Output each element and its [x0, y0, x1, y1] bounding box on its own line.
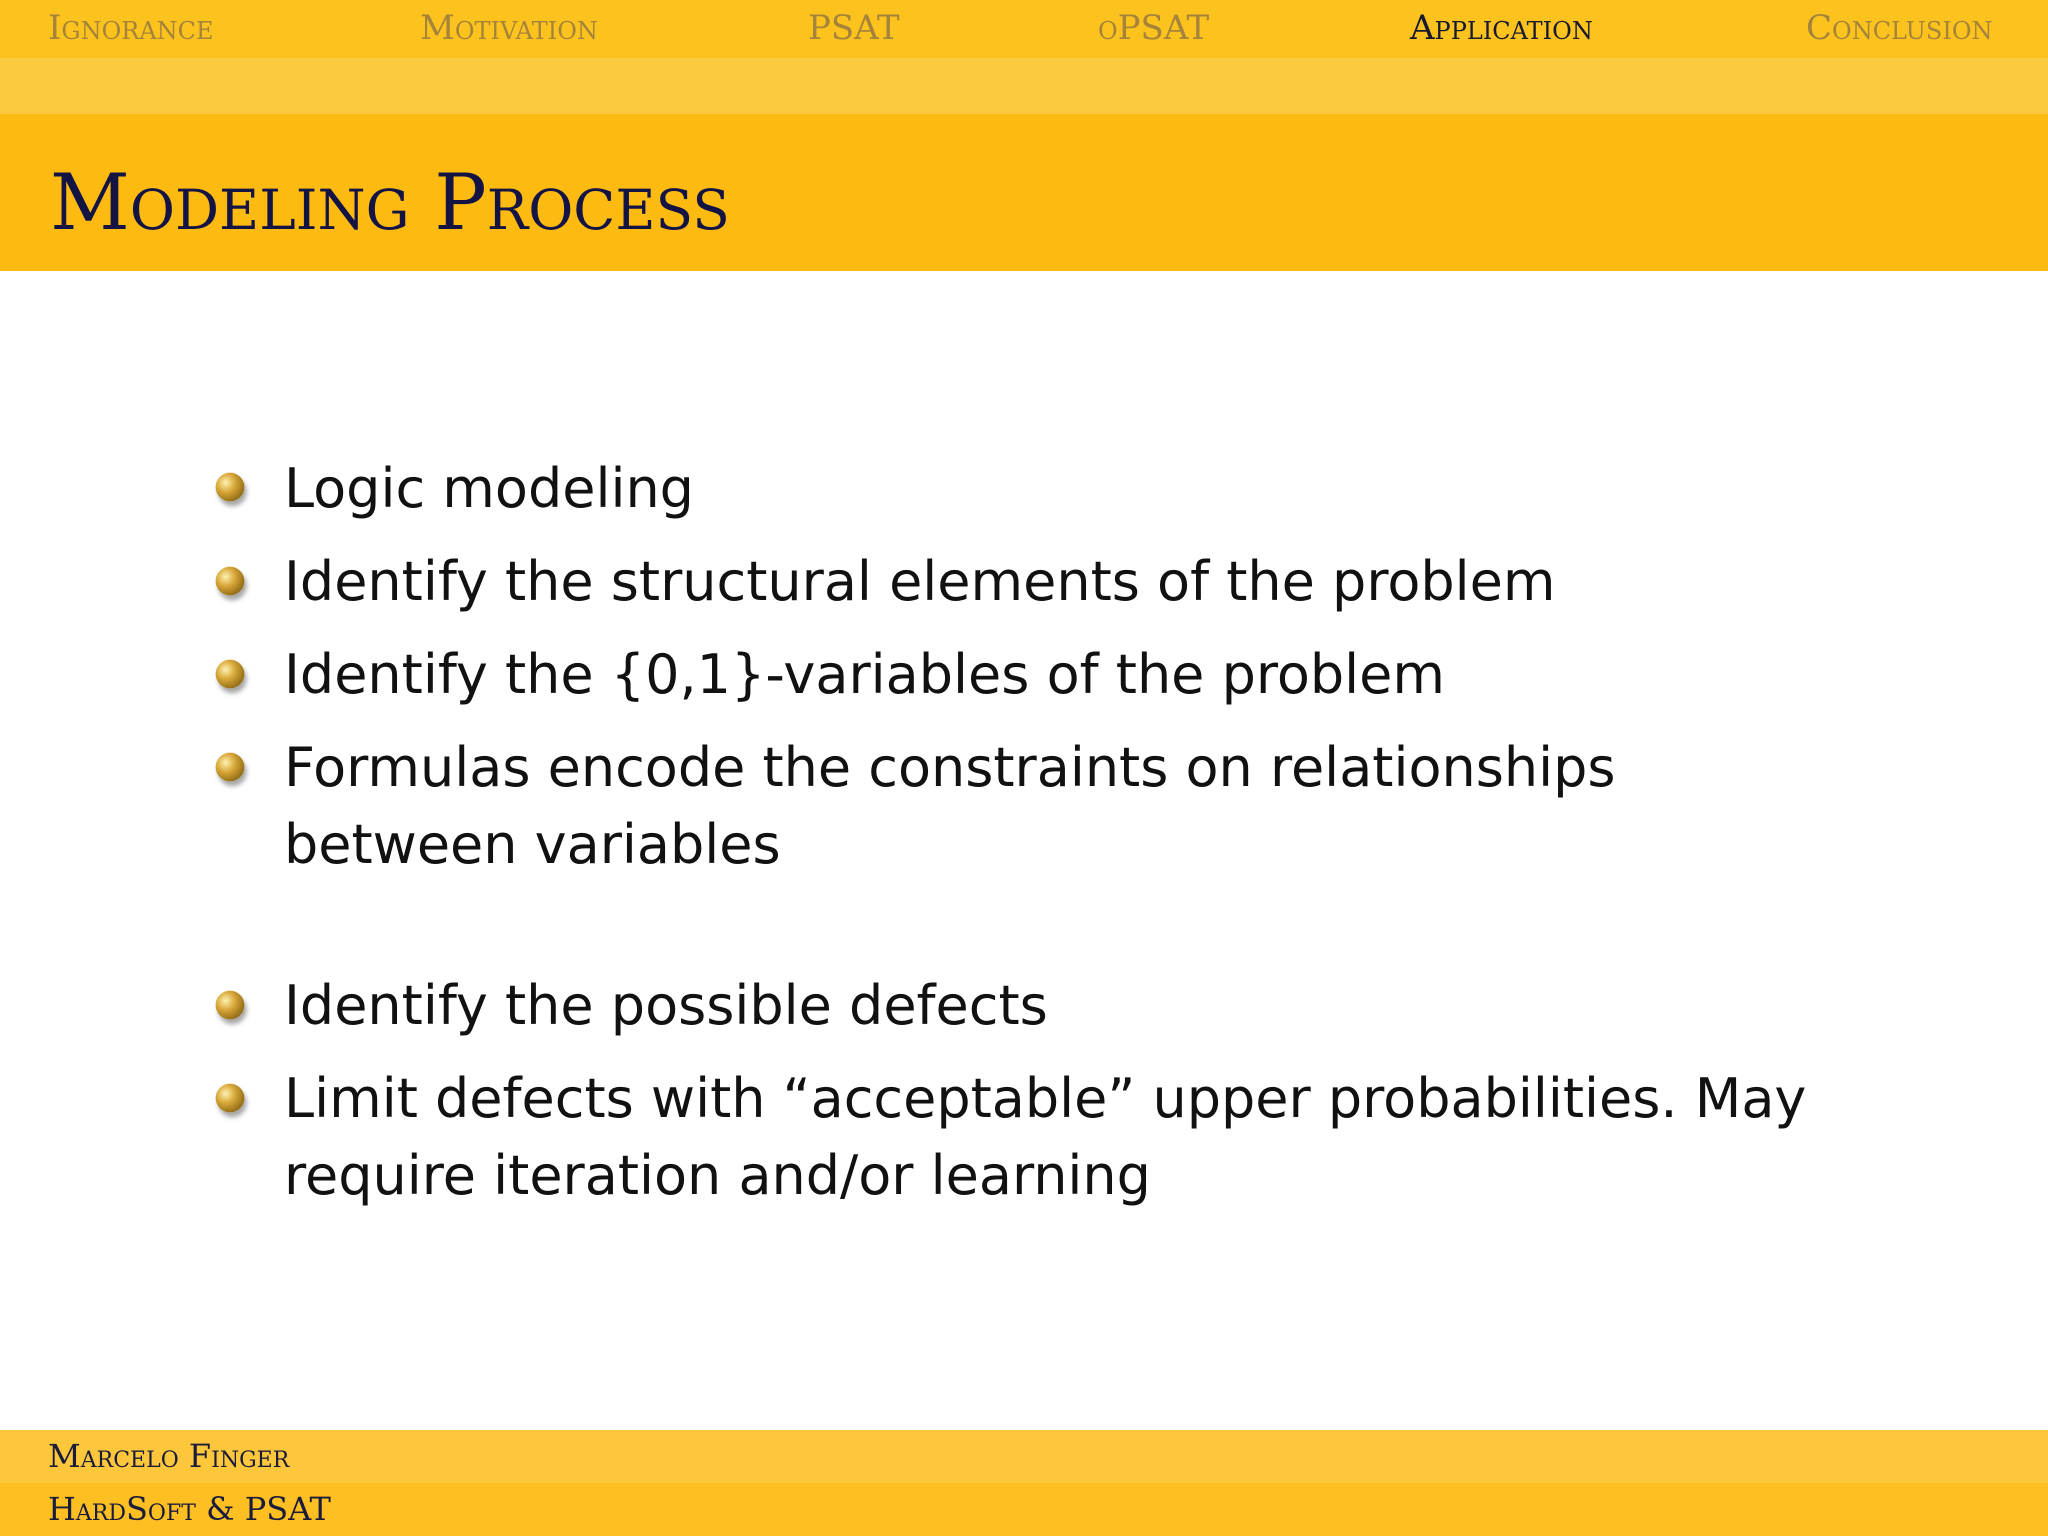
bullet-ball-icon [216, 1084, 245, 1113]
footer-author-bar [0, 1430, 2048, 1483]
footer-title-bar [0, 1483, 2048, 1536]
subsection-bar [0, 58, 2048, 114]
bullet-ball-icon [216, 753, 245, 782]
nav-section-application[interactable]: Application [1410, 8, 1593, 48]
bullet-ball-icon [216, 473, 245, 502]
bullet-text: Identify the {0,1}-variables of the problem [284, 643, 1445, 706]
bullet-ball-icon [216, 567, 245, 596]
bullet-text: Identify the possible defects [284, 974, 1048, 1037]
nav-section-ignorance[interactable]: Ignorance [48, 8, 214, 48]
section-navigation-bar [0, 0, 2048, 58]
nav-section-opsat[interactable]: oPSAT [1098, 8, 1210, 48]
bullet-ball-icon [216, 991, 245, 1020]
bullet-ball-icon [216, 660, 245, 689]
nav-section-psat[interactable]: PSAT [808, 8, 900, 48]
footer-author: Marcelo Finger [48, 1437, 290, 1475]
bullet-text: Identify the structural elements of the problem [284, 550, 1556, 613]
nav-section-conclusion[interactable]: Conclusion [1806, 8, 1993, 48]
bullet-text: Logic modeling [284, 457, 694, 520]
slide-title: Modeling Process [50, 158, 730, 248]
footer-talk-title: HardSoft & PSAT [48, 1490, 331, 1528]
bullet-text: Limit defects with “acceptable” upper probabilities. May require iteration and/or learning [284, 1067, 1807, 1207]
bullet-text: Formulas encode the constraints on relationships between variables [284, 736, 1616, 876]
nav-section-motivation[interactable]: Motivation [420, 8, 598, 48]
